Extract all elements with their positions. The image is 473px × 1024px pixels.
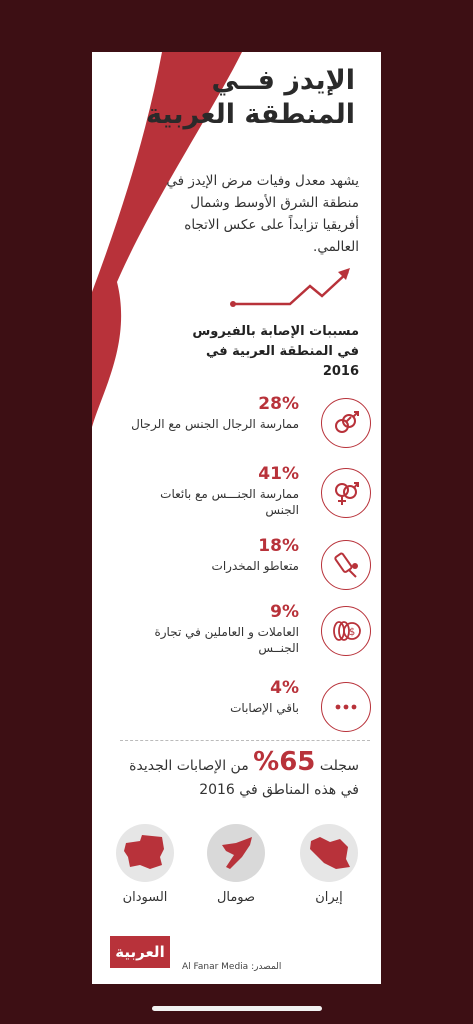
cause-row (92, 678, 381, 740)
home-indicator[interactable] (152, 1006, 322, 1011)
title-line-2: المنطقة العربية (146, 99, 355, 130)
cause-row (92, 602, 381, 664)
cause-row (92, 464, 381, 526)
stat-suffix: من الإصابات الجديدة في هذه المناطق في 2016 (129, 758, 359, 798)
country-iran (298, 824, 360, 905)
infographic-card (92, 52, 381, 984)
cause-label: باقي الإصابات (230, 701, 299, 715)
causes-subtitle: مسببات الإصابة بالفيروس في المنطقة العربية في 2016 (192, 324, 359, 379)
cause-label: ممارسة الرجال الجنس مع الرجال (131, 417, 299, 431)
country-somalia (205, 824, 267, 905)
alarabiya-logo: العربية (110, 936, 170, 968)
cause-percent: 28% (258, 394, 299, 414)
cause-row (92, 394, 381, 456)
divider (120, 740, 370, 741)
country-name: السودان (122, 890, 168, 905)
title-line-1: الإيدز فــي (211, 65, 355, 96)
country-sudan (114, 824, 176, 905)
cause-label: متعاطو المخدرات (211, 559, 299, 573)
cause-label: ممارسة الجنـــس مع بائعات الجنس (160, 487, 299, 517)
cause-row (92, 536, 381, 598)
sudan-map-icon (116, 824, 174, 882)
country-name: صومال (216, 890, 256, 905)
cause-percent: 9% (270, 602, 299, 622)
page-title (115, 64, 355, 132)
cause-percent: 41% (258, 464, 299, 484)
rising-trend-icon (230, 266, 355, 310)
coins-icon (321, 606, 371, 656)
somalia-map-icon (207, 824, 265, 882)
stat-prefix: سجلت (319, 758, 359, 774)
more-icon (321, 682, 371, 732)
iran-map-icon (300, 824, 358, 882)
new-infections-stat (109, 747, 359, 802)
country-name: إيران (315, 890, 343, 905)
cause-percent: 18% (258, 536, 299, 556)
source-credit: المصدر: Al Fanar Media (182, 962, 282, 972)
intro-text: يشهد معدل وفيات مرض الإيدز في منطقة الشرق الأوسط وشمال أفريقيا تزايداً على عكس الاتجاه العالمي. (166, 173, 359, 255)
syringe-icon (321, 540, 371, 590)
male-female-icon (321, 468, 371, 518)
male-male-icon (321, 398, 371, 448)
cause-percent: 4% (270, 678, 299, 698)
svg-text:$: $ (348, 627, 356, 638)
cause-label: العاملات و العاملين في تجارة الجنــس (154, 625, 299, 655)
stat-value: 65% (253, 747, 316, 777)
